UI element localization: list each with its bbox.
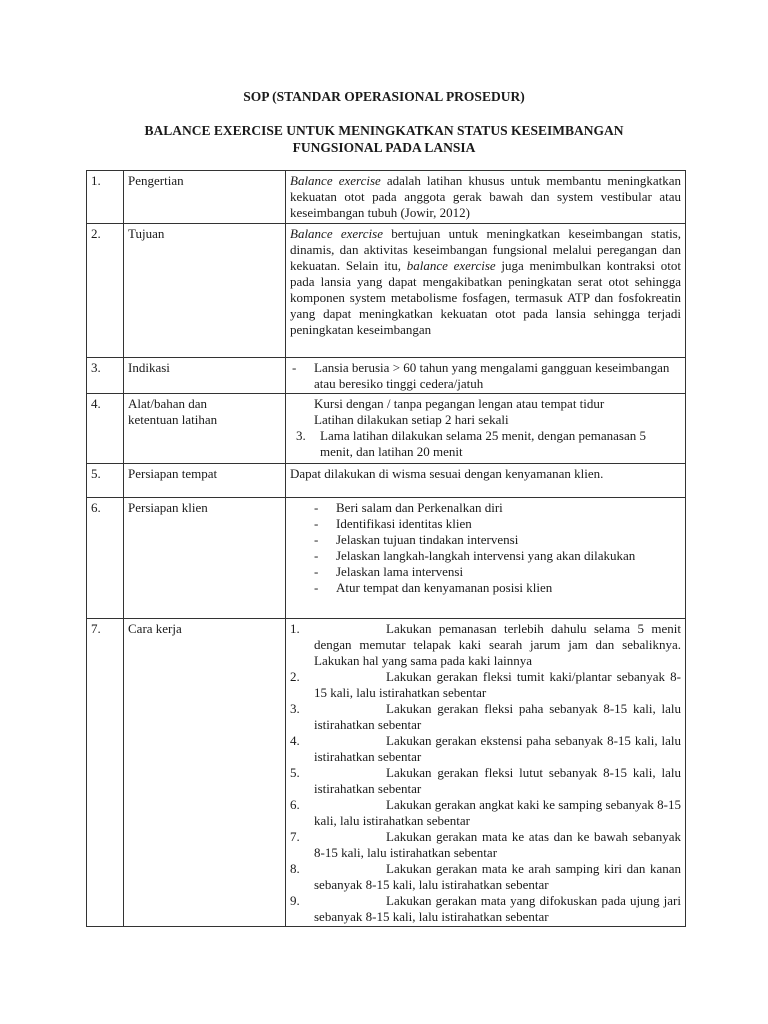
step-number: 9. bbox=[290, 893, 300, 908]
italic-term: balance exercise bbox=[406, 258, 496, 273]
step-text: Lakukan gerakan fleksi tumit kaki/plantar sebanyak 8-15 kali, lalu istirahatkan sebentar bbox=[314, 669, 681, 700]
list-item: Kursi dengan / tanpa pegangan lengan atau tempat tidur bbox=[314, 396, 605, 411]
list-item: - Atur tempat dan kenyamanan posisi klien bbox=[314, 580, 681, 596]
step-text: Lakukan gerakan fleksi paha sebanyak 8-15 kali, lalu istirahatkan sebentar bbox=[314, 701, 681, 732]
step-number: 7. bbox=[290, 829, 300, 844]
row-number: 1. bbox=[87, 171, 124, 224]
row-number: 4. bbox=[87, 394, 124, 464]
row-label: Indikasi bbox=[124, 358, 286, 394]
row-content bbox=[286, 394, 686, 464]
row-label-line-1: Alat/bahan dan bbox=[128, 396, 208, 411]
document-subtitle bbox=[0, 122, 768, 156]
step-number: 8. bbox=[290, 861, 300, 876]
list-item: Latihan dilakukan setiap 2 hari sekali bbox=[314, 412, 509, 427]
item-text: Lama latihan dilakukan selama 25 menit, dengan pemanasan 5 menit, dan latihan 20 menit bbox=[320, 428, 646, 459]
step-text: Lakukan gerakan mata ke arah samping kiri dan kanan sebanyak 8-15 kali, lalu istirahatkan sebentar bbox=[314, 861, 681, 892]
step-item bbox=[290, 893, 681, 925]
row-number: 6. bbox=[87, 498, 124, 619]
step-text: Lakukan gerakan ekstensi paha sebanyak 8-15 kali, lalu istirahatkan sebentar bbox=[314, 733, 681, 764]
step-item bbox=[290, 669, 681, 701]
row-label: Pengertian bbox=[124, 171, 286, 224]
row-label: Cara kerja bbox=[124, 619, 286, 927]
step-item bbox=[290, 621, 681, 669]
step-item bbox=[290, 797, 681, 829]
subtitle-line-1: BALANCE EXERCISE UNTUK MENINGKATKAN STATUS KESEIMBANGAN bbox=[144, 123, 624, 138]
step-number: 5. bbox=[290, 765, 300, 780]
table-row bbox=[87, 171, 686, 224]
table-row bbox=[87, 394, 686, 464]
row-content bbox=[286, 358, 686, 394]
list-item: - Jelaskan lama intervensi bbox=[314, 564, 681, 580]
row-content: Dapat dilakukan di wisma sesuai dengan kenyamanan klien. bbox=[286, 464, 686, 498]
step-number: 2. bbox=[290, 669, 300, 684]
row-number: 3. bbox=[87, 358, 124, 394]
step-number: 3. bbox=[290, 701, 300, 716]
step-number: 4. bbox=[290, 733, 300, 748]
list-item: - Lansia berusia > 60 tahun yang mengalami gangguan keseimbangan atau beresiko tinggi cedera/jatuh bbox=[290, 360, 681, 392]
table-row bbox=[87, 498, 686, 619]
row-number: 7. bbox=[87, 619, 124, 927]
step-item bbox=[290, 733, 681, 765]
definition-text: adalah latihan khusus untuk membantu meningkatkan kekuatan otot pada anggota gerak bawah dan system vestibular atau keseimbangan tubuh (Jowir, 2012) bbox=[290, 173, 681, 220]
row-content bbox=[286, 224, 686, 358]
client-prep-list bbox=[290, 500, 681, 596]
step-text: Lakukan gerakan fleksi lutut sebanyak 8-15 kali, lalu istirahatkan sebentar bbox=[314, 765, 681, 796]
step-text: Lakukan gerakan mata ke atas dan ke bawah sebanyak 8-15 kali, lalu istirahatkan sebentar bbox=[314, 829, 681, 860]
purpose-text-b: juga menimbulkan kontraksi otot pada lansia yang dapat mengakibatkan peningkatan serat otot sehingga komponen system metabolisme fosfagen, termasuk ATP dan fosfokreatin yang dapat meningkatkan kekuatan otot pada lansia sehingga terjadi peningkatan keseimbangan bbox=[290, 258, 681, 337]
subtitle-line-2: FUNGSIONAL PADA LANSIA bbox=[292, 140, 476, 155]
row-label: Persiapan tempat bbox=[124, 464, 286, 498]
row-content bbox=[286, 619, 686, 927]
row-label bbox=[124, 394, 286, 464]
row-label: Tujuan bbox=[124, 224, 286, 358]
list-item bbox=[290, 428, 681, 460]
sop-table bbox=[86, 170, 686, 927]
step-item bbox=[290, 861, 681, 893]
item-number: 3. bbox=[296, 428, 306, 443]
row-content bbox=[286, 171, 686, 224]
table-row bbox=[87, 464, 686, 498]
step-item bbox=[290, 765, 681, 797]
table-row bbox=[87, 224, 686, 358]
table-row bbox=[87, 358, 686, 394]
row-number: 2. bbox=[87, 224, 124, 358]
italic-term: Balance exercise bbox=[290, 173, 381, 188]
step-text: Lakukan pemanasan terlebih dahulu selama 5 menit dengan memutar telapak kaki searah jarum jam dan sebaliknya. Lakukan hal yang sama pada kaki lainnya bbox=[314, 621, 681, 668]
list-item: - Identifikasi identitas klien bbox=[314, 516, 681, 532]
step-item bbox=[290, 701, 681, 733]
step-number: 6. bbox=[290, 797, 300, 812]
list-item: - Beri salam dan Perkenalkan diri bbox=[314, 500, 681, 516]
row-content bbox=[286, 498, 686, 619]
row-number: 5. bbox=[87, 464, 124, 498]
italic-term: Balance exercise bbox=[290, 226, 383, 241]
step-text: Lakukan gerakan mata yang difokuskan pada ujung jari sebanyak 8-15 kali, lalu istirahatkan sebentar bbox=[314, 893, 681, 924]
row-label: Persiapan klien bbox=[124, 498, 286, 619]
document-title: SOP (STANDAR OPERASIONAL PROSEDUR) bbox=[243, 89, 525, 104]
step-text: Lakukan gerakan angkat kaki ke samping sebanyak 8-15 kali, lalu istirahatkan sebentar bbox=[314, 797, 681, 828]
row-label-line-2: ketentuan latihan bbox=[128, 412, 218, 427]
table-row bbox=[87, 619, 686, 927]
indication-list bbox=[290, 360, 681, 392]
purpose-text-a: bertujuan untuk meningkatkan keseimbangan statis, dinamis, dan aktivitas keseimbangan fungsional melalui peregangan dan kekuatan. Selain itu, bbox=[290, 226, 681, 273]
list-item: - Jelaskan langkah-langkah intervensi yang akan dilakukan bbox=[314, 548, 681, 564]
step-number: 1. bbox=[290, 621, 300, 636]
step-item bbox=[290, 829, 681, 861]
list-item: - Jelaskan tujuan tindakan intervensi bbox=[314, 532, 681, 548]
